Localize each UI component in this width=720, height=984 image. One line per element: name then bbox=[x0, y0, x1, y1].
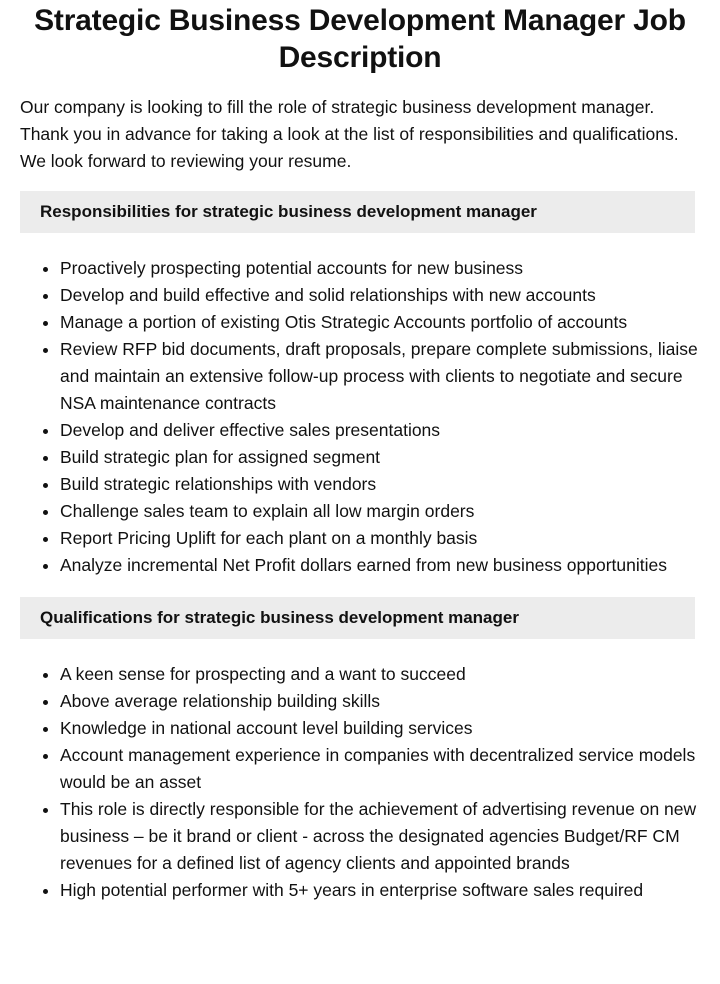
list-item: • Review RFP bid documents, draft proposals, prepare complete submissions, liaise and maintain an extensive follow-up process with clients to negotiate and secure NSA maintenance contracts bbox=[60, 336, 700, 417]
list-item: • This role is directly responsible for the achievement of advertising revenue on new business – be it brand or client - across the designated agencies Budget/RF CM revenues for a defined list of agency clients and appointed brands bbox=[60, 796, 700, 877]
list-item: • Manage a portion of existing Otis Strategic Accounts portfolio of accounts bbox=[60, 309, 700, 336]
list-item: • Analyze incremental Net Profit dollars earned from new business opportunities bbox=[60, 552, 700, 579]
list-item: • Build strategic relationships with vendors bbox=[60, 471, 700, 498]
list-item: • Develop and deliver effective sales presentations bbox=[60, 417, 700, 444]
list-item: • Develop and build effective and solid relationships with new accounts bbox=[60, 282, 700, 309]
qualifications-heading: Qualifications for strategic business development manager bbox=[20, 597, 695, 639]
list-item: • Above average relationship building skills bbox=[60, 688, 700, 715]
list-item: • Account management experience in companies with decentralized service models would be an asset bbox=[60, 742, 700, 796]
list-item: • Proactively prospecting potential accounts for new business bbox=[60, 255, 700, 282]
list-item: • High potential performer with 5+ years in enterprise software sales required bbox=[60, 877, 700, 904]
list-item: • Knowledge in national account level building services bbox=[60, 715, 700, 742]
list-item: • Report Pricing Uplift for each plant on a monthly basis bbox=[60, 525, 700, 552]
list-item: • A keen sense for prospecting and a want to succeed bbox=[60, 661, 700, 688]
intro-paragraph: Our company is looking to fill the role of strategic business development manager. Thank you in advance for taking a look at the list of responsibilities and qualifications. We look forward to reviewing your resume. bbox=[20, 97, 679, 171]
responsibilities-heading: Responsibilities for strategic business development manager bbox=[20, 191, 695, 233]
list-item: • Build strategic plan for assigned segment bbox=[60, 444, 700, 471]
list-item: • Challenge sales team to explain all low margin orders bbox=[60, 498, 700, 525]
qualifications-list bbox=[0, 661, 700, 904]
responsibilities-list bbox=[0, 255, 700, 579]
page-title: Strategic Business Development Manager Job Description bbox=[34, 4, 686, 74]
